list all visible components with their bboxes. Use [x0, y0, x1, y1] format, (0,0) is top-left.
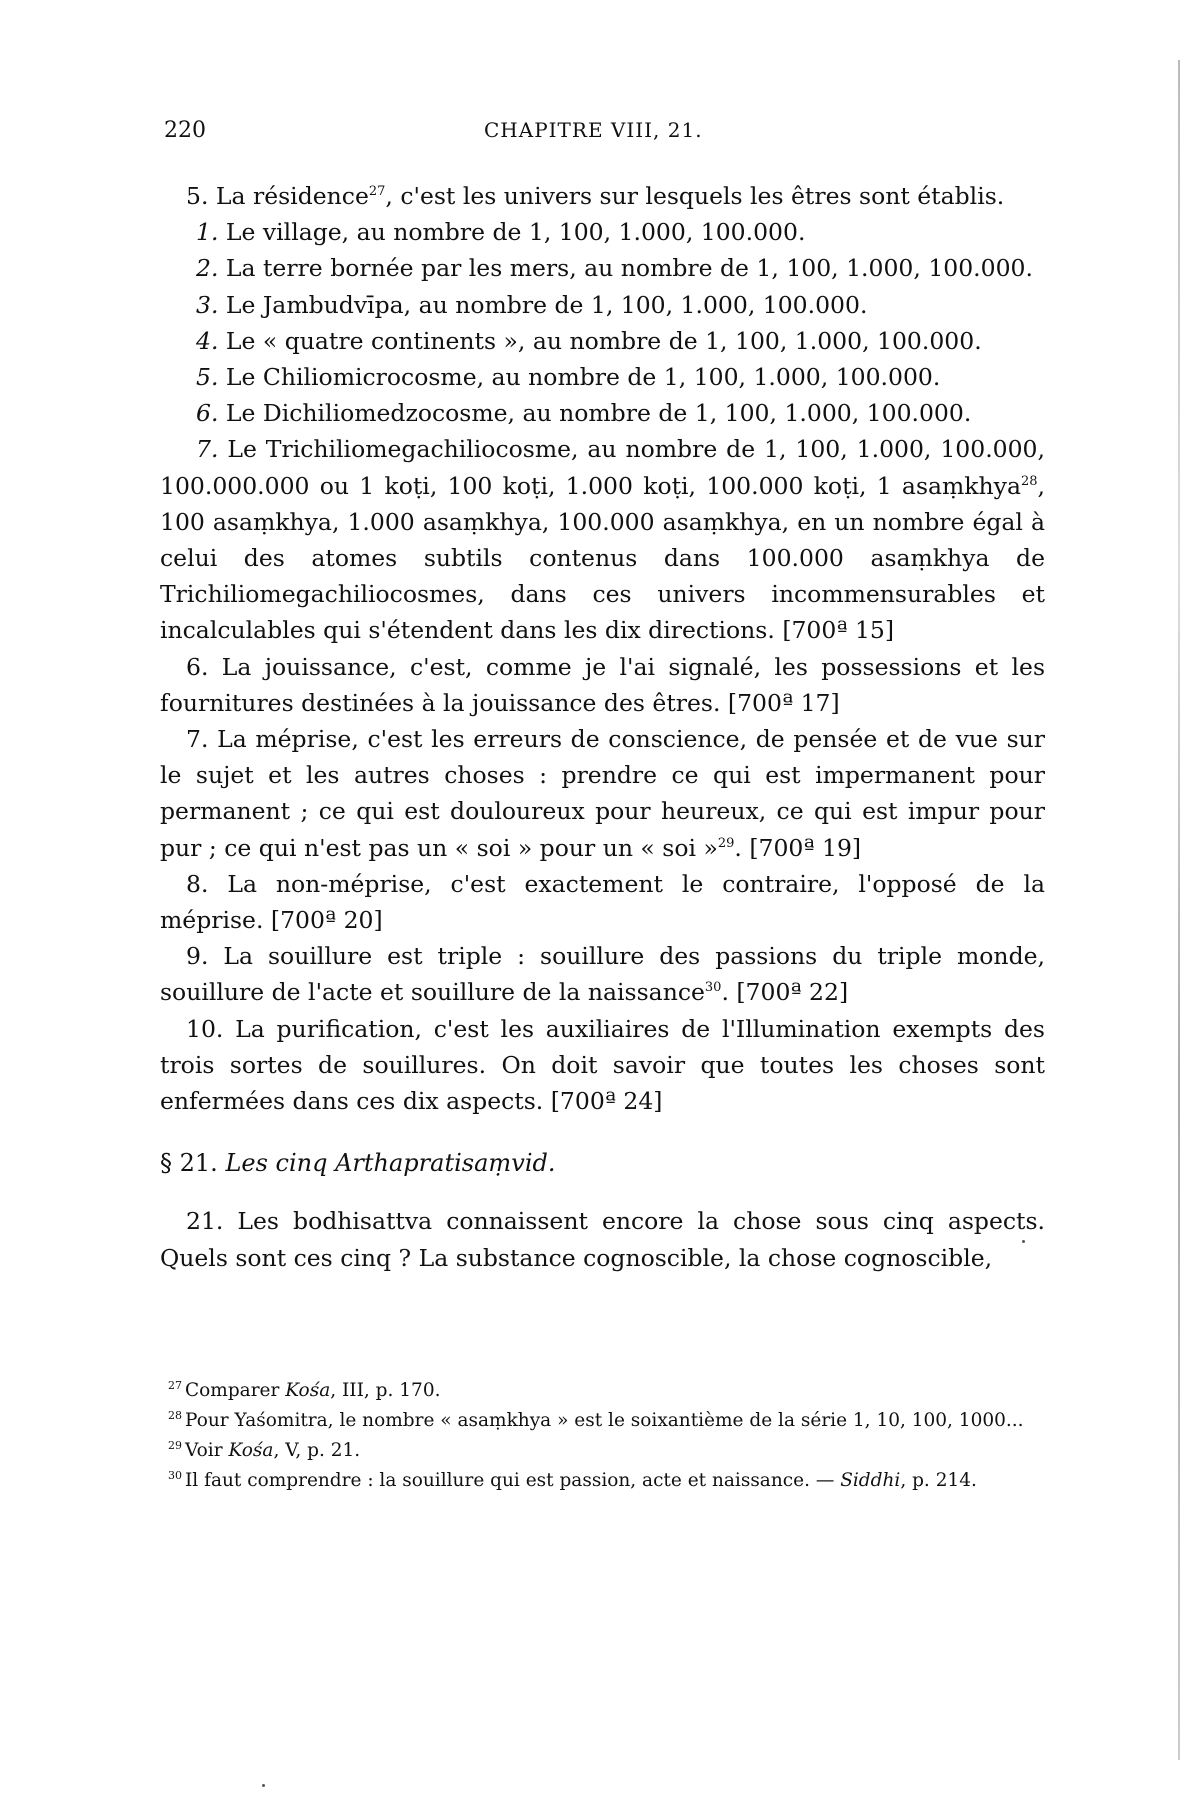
footnote-text-end: , III, p. 170. [330, 1380, 441, 1401]
footnote-text: Voir [185, 1440, 229, 1461]
page-reference: [700ª 24] [550, 1087, 663, 1116]
paragraph-10 [160, 1011, 1045, 1120]
list-item-7-continuation: , 100 asaṃkhya, 1.000 asaṃkhya, 100.000 asaṃkhya, en un nombre égal à celui des atomes subtils contenus dans 100.000 asaṃkhya de Trichiliomegachiliocosmes, dans ces univers incommensurables et incalculables qui s'étendent dans les dix directions. [160, 471, 1045, 645]
footnote-text-end: , V, p. 21. [273, 1440, 361, 1461]
footnote-italic: Kośa [228, 1440, 274, 1461]
section-title: Les cinq Arthapratisaṃvid. [225, 1149, 556, 1178]
paragraph-6-text: 6. La jouissance, c'est, comme je l'ai signalé, les possessions et les fournitures destinées à la jouissance des êtres. [160, 652, 1045, 717]
page-reference: [700ª 17] [727, 688, 840, 717]
footnotes [154, 1376, 1034, 1496]
paragraph-6 [160, 649, 1045, 721]
section-number: § 21. [160, 1149, 218, 1178]
list-item-7 [160, 431, 1045, 648]
page-number: 220 [164, 118, 206, 143]
page-reference: [700ª 20] [270, 906, 383, 935]
list-item-text: Le Jambudvīpa, au nombre de 1, 100, 1.000, 100.000. [225, 290, 868, 319]
list-item [160, 287, 1045, 323]
footnote [154, 1406, 1034, 1436]
footnote-italic: Siddhi [840, 1470, 901, 1491]
paragraph-5-text: , c'est les univers sur lesquels les êtres sont établis. [385, 182, 1005, 210]
list-item-number: 2. [196, 254, 219, 283]
paragraph-8-text: 8. La non-méprise, c'est exactement le contraire, l'opposé de la méprise. [160, 869, 1045, 935]
list-item [160, 359, 1045, 395]
footnote [154, 1436, 1034, 1466]
running-header [164, 118, 1034, 152]
list-item [160, 214, 1045, 250]
list-item [160, 250, 1045, 286]
footnote-ref-30: 30 [704, 980, 722, 996]
list-item-number: 7. [196, 435, 219, 464]
list-item-number: 4. [196, 326, 219, 355]
footnote-text: Comparer [185, 1380, 286, 1401]
footnote-mark: 28 [168, 1408, 182, 1422]
paragraph-9 [160, 938, 1045, 1010]
list-item-number: 6. [196, 399, 219, 428]
paragraph-21 [160, 1203, 1045, 1275]
scan-speck [1022, 1240, 1025, 1243]
footnote-ref-27: 27 [368, 184, 386, 200]
page-reference: [700ª 15] [782, 616, 895, 645]
page-reference: . [700ª 19] [734, 833, 862, 862]
paragraph-21-text: 21. Les bodhisattva connaissent encore la chose sous cinq aspects. Quels sont ces cinq ? La substance cognoscible, la chose cognoscible, [160, 1207, 1045, 1272]
paragraph-7-text: 7. La méprise, c'est les erreurs de conscience, de pensée et de vue sur le sujet et les autres choses : prendre ce qui est impermanent pour permanent ; ce qui est douloureux pour heureux, ce qui est impur pour pur ; ce qui n'est pas un « soi » pour un « soi » [160, 725, 1045, 862]
list-item-text: Le Chiliomicrocosme, au nombre de 1, 100, 1.000, 100.000. [225, 363, 941, 392]
footnote-text-end: , p. 214. [900, 1470, 977, 1491]
list-item-text: Le « quatre continents », au nombre de 1, 100, 1.000, 100.000. [225, 326, 982, 355]
list-item [160, 395, 1045, 431]
paragraph-9-text: 9. La souillure est triple : souillure des passions du triple monde, souillure de l'acte et souillure de la naissance [160, 942, 1045, 1007]
footnote-italic: Kośa [285, 1380, 331, 1401]
footnote-ref-29: 29 [717, 835, 735, 851]
paragraph-5 [160, 178, 1045, 214]
list-item-text: La terre bornée par les mers, au nombre de 1, 100, 1.000, 100.000. [225, 254, 1033, 283]
footnote [154, 1466, 1034, 1496]
scan-speck [262, 1784, 265, 1787]
page-reference: . [700ª 22] [721, 978, 849, 1007]
paragraph-10-text: 10. La purification, c'est les auxiliaires de l'Illumination exempts des trois sortes de souillures. On doit savoir que toutes les choses sont enfermées dans ces dix aspects. [160, 1014, 1045, 1116]
main-text [160, 178, 1045, 1276]
footnote-mark: 29 [168, 1438, 182, 1452]
section-heading [160, 1145, 1045, 1181]
list-item-text: Le village, au nombre de 1, 100, 1.000, 100.000. [225, 218, 806, 247]
page-edge-shadow [1178, 60, 1180, 1760]
footnote-mark: 27 [168, 1378, 182, 1392]
footnote [154, 1376, 1034, 1406]
paragraph-7 [160, 721, 1045, 866]
footnote-ref-28: 28 [1020, 473, 1038, 489]
footnote-text: Pour Yaśomitra, le nombre « asaṃkhya » est le soixantième de la série 1, 10, 100, 1000... [185, 1410, 1024, 1431]
list-item-7-text: Le Trichiliomegachiliocosme, au nombre de 1, 100, 1.000, 100.000, 100.000.000 ou 1 koṭi, 100 koṭi, 1.000 koṭi, 100.000 koṭi, 1 asaṃkhya [160, 435, 1045, 500]
list-item-number: 5. [196, 363, 219, 392]
list-item-number: 1. [196, 218, 219, 247]
paragraph-8 [160, 866, 1045, 938]
list-item [160, 323, 1045, 359]
footnote-mark: 30 [168, 1468, 182, 1482]
paragraph-5-lead: 5. La résidence [186, 182, 369, 210]
footnote-text: Il faut comprendre : la souillure qui est passion, acte et naissance. — [185, 1470, 841, 1491]
list-item-text: Le Dichiliomedzocosme, au nombre de 1, 100, 1.000, 100.000. [225, 399, 972, 428]
running-title: CHAPITRE VIII, 21. [484, 118, 703, 142]
list-item-number: 3. [196, 290, 219, 319]
